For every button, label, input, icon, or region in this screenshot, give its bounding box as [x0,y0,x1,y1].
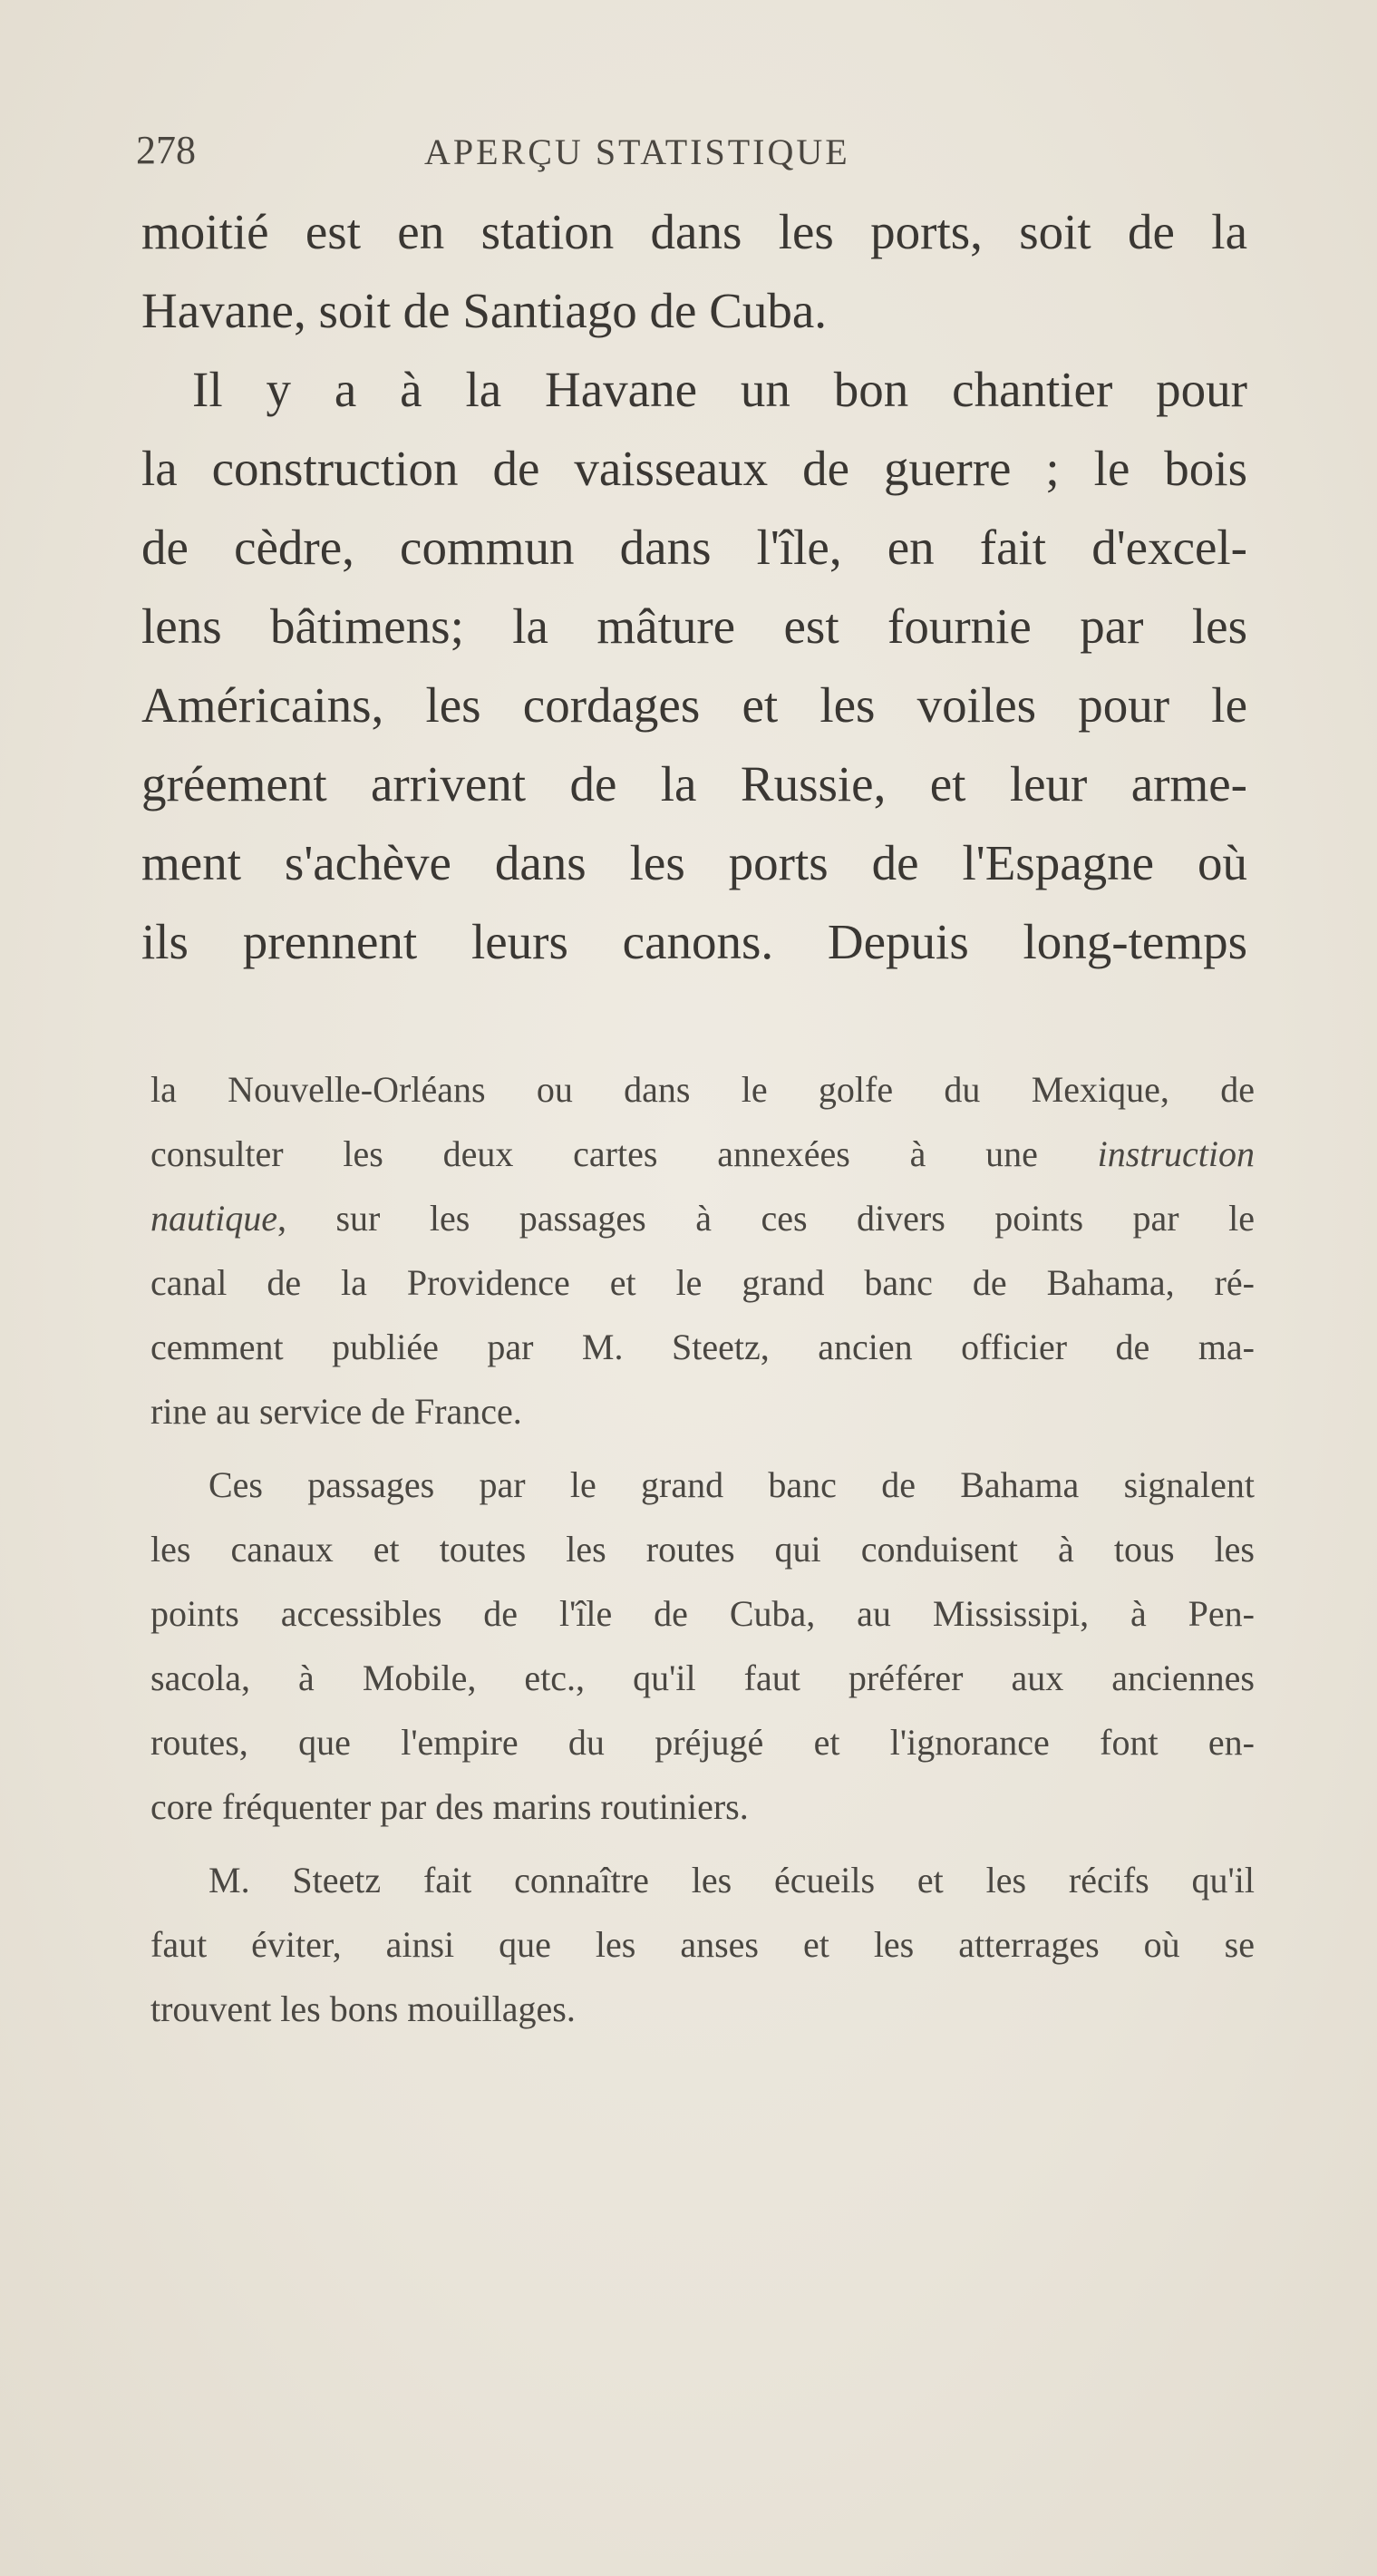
main-text-line: de cèdre, commun dans l'île, en fait d'excel- [141,520,1247,575]
main-text-line: Il y a à la Havane un bon chantier pour [192,362,1247,417]
main-text-line: ment s'achève dans les ports de l'Espagne où [141,835,1247,890]
main-text-block [141,192,1247,981]
footnote-line: sacola, à Mobile, etc., qu'il faut préférer aux anciennes [150,1657,1255,1698]
main-text-line: ils prennent leurs canons. Depuis long-temps [141,914,1247,969]
footnote-line: routes, que l'empire du préjugé et l'ignorance font en- [150,1722,1255,1763]
main-text-line: Américains, les cordages et les voiles pour le [141,677,1247,733]
main-text-line: moitié est en station dans les ports, soit de la [141,204,1247,259]
running-head: APERÇU STATISTIQUE [424,131,850,172]
paragraph-gap [150,1444,1255,1453]
footnote-line: faut éviter, ainsi que les anses et les atterrages où se [150,1924,1255,1965]
footnote-line: Ces passages par le grand banc de Bahama signalent [208,1464,1255,1505]
footnote-line [150,1122,1255,1186]
footnote-line: la Nouvelle-Orléans ou dans le golfe du Mexique, de [150,1069,1255,1110]
footnote-italic-text: instruction [1097,1133,1255,1174]
main-text-line: gréement arrivent de la Russie, et leur arme- [141,756,1247,812]
footnote-line: rine au service de France. [150,1391,522,1432]
footnote-line: trouvent les bons mouillages. [150,1988,576,2029]
footnote-text: , sur les passages à ces divers points par le [276,1198,1255,1239]
footnote-line: M. Steetz fait connaître les écueils et les récifs qu'il [208,1860,1255,1900]
main-text-line: la construction de vaisseaux de guerre ; le bois [141,441,1247,496]
footnote-line: points accessibles de l'île de Cuba, au Mississipi, à Pen- [150,1593,1255,1634]
footnote-line: les canaux et toutes les routes qui conduisent à tous les [150,1529,1255,1570]
page-header [136,127,1269,181]
main-text-line: Havane, soit de Santiago de Cuba. [141,283,828,338]
main-text-line: lens bâtimens; la mâture est fournie par les [141,598,1247,654]
footnote-text: consulter les deux cartes annexées à une [150,1133,1098,1174]
paragraph-gap [150,1839,1255,1848]
page-number: 278 [136,128,196,172]
footnote-line: core fréquenter par des marins routiniers. [150,1786,749,1827]
footnote-line: canal de la Providence et le grand banc de Bahama, ré- [150,1262,1255,1303]
footnote-italic-text: nautique [150,1198,277,1239]
footnote-block [150,1057,1255,2041]
footnote-line [150,1186,1255,1250]
footnote-line: cemment publiée par M. Steetz, ancien officier de ma- [150,1327,1255,1367]
